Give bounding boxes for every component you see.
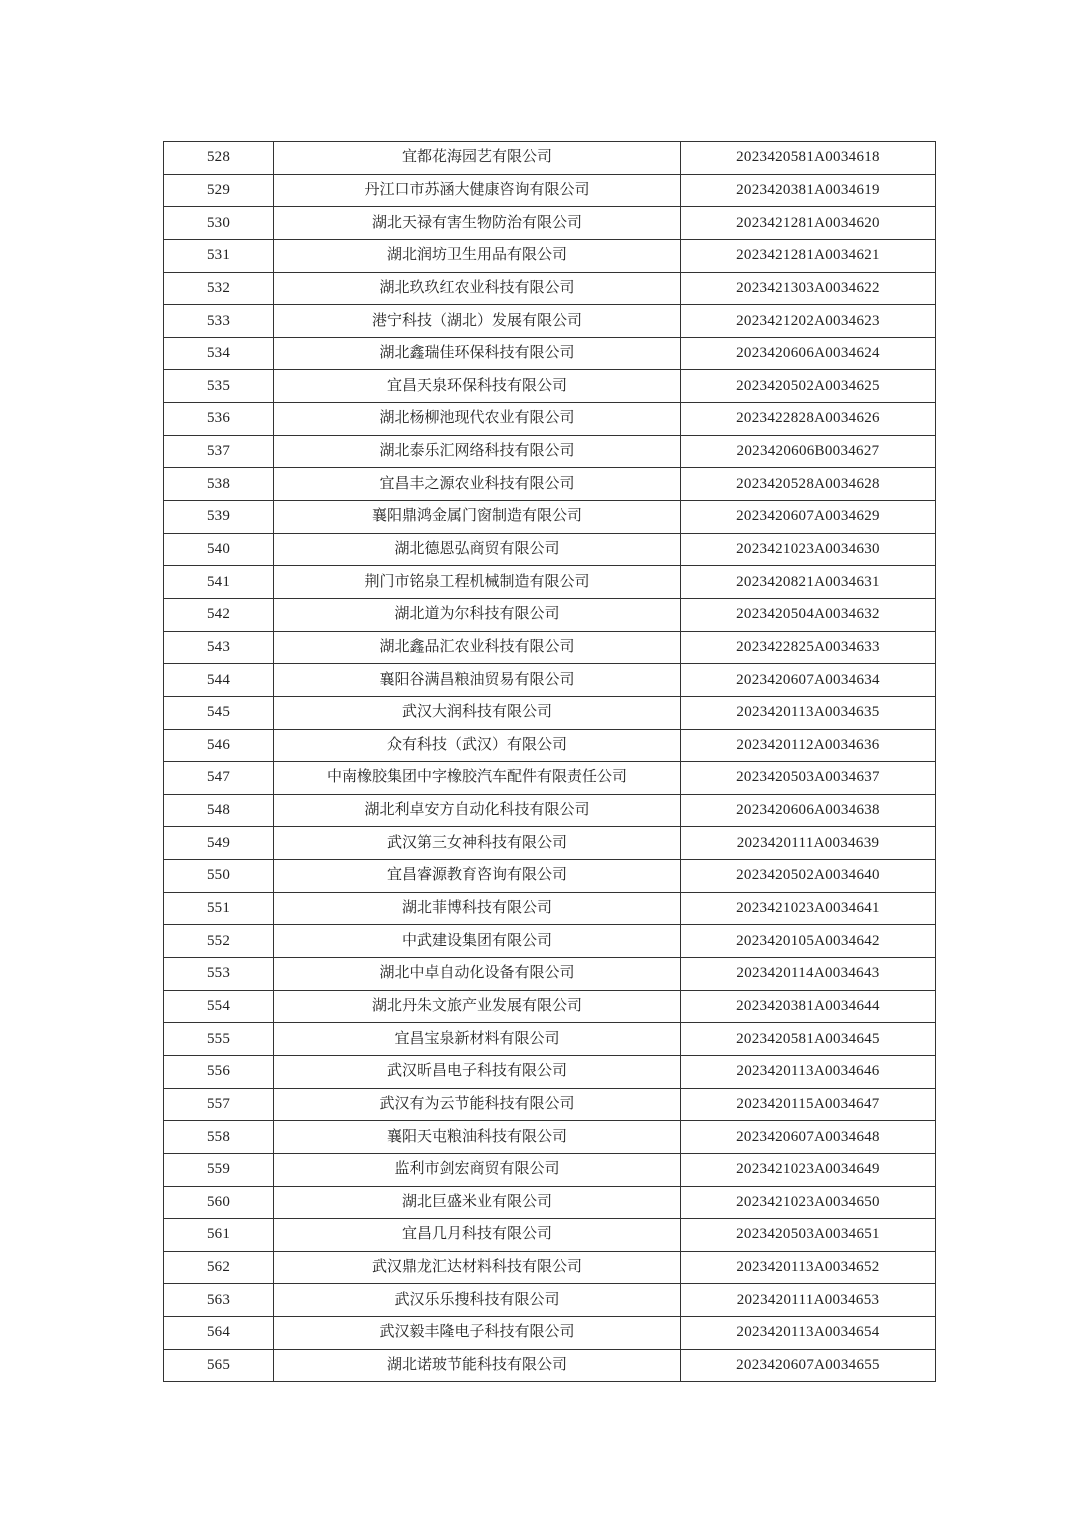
registration-code-cell: 2023420113A0034635: [681, 696, 936, 729]
registration-code-cell: 2023420113A0034652: [681, 1251, 936, 1284]
row-number-cell: 545: [164, 696, 274, 729]
company-name-cell: 武汉乐乐搜科技有限公司: [274, 1284, 681, 1317]
company-name-cell: 荆门市铭泉工程机械制造有限公司: [274, 566, 681, 599]
table-row: [164, 305, 936, 338]
registration-code-cell: 2023422825A0034633: [681, 631, 936, 664]
registration-code-cell: 2023421281A0034620: [681, 207, 936, 240]
table-row: [164, 566, 936, 599]
table-row: [164, 631, 936, 664]
table-row: [164, 533, 936, 566]
table-row: [164, 925, 936, 958]
row-number-cell: 537: [164, 435, 274, 468]
row-number-cell: 544: [164, 664, 274, 697]
row-number-cell: 532: [164, 272, 274, 305]
row-number-cell: 550: [164, 860, 274, 893]
row-number-cell: 542: [164, 598, 274, 631]
table-row: [164, 501, 936, 534]
registration-code-cell: 2023420606A0034638: [681, 794, 936, 827]
registration-code-cell: 2023421202A0034623: [681, 305, 936, 338]
table-row: [164, 958, 936, 991]
company-name-cell: 宜昌天泉环保科技有限公司: [274, 370, 681, 403]
company-name-cell: 襄阳天屯粮油科技有限公司: [274, 1121, 681, 1154]
company-name-cell: 中南橡胶集团中字橡胶汽车配件有限责任公司: [274, 762, 681, 795]
registration-code-cell: 2023420503A0034637: [681, 762, 936, 795]
row-number-cell: 553: [164, 958, 274, 991]
registration-code-cell: 2023420105A0034642: [681, 925, 936, 958]
row-number-cell: 565: [164, 1349, 274, 1382]
registration-code-cell: 2023420113A0034646: [681, 1055, 936, 1088]
registration-code-cell: 2023420607A0034634: [681, 664, 936, 697]
table-row: [164, 729, 936, 762]
row-number-cell: 546: [164, 729, 274, 762]
row-number-cell: 538: [164, 468, 274, 501]
table-row: [164, 762, 936, 795]
row-number-cell: 536: [164, 403, 274, 436]
table-row: [164, 403, 936, 436]
table-row: [164, 435, 936, 468]
registration-code-cell: 2023420607A0034648: [681, 1121, 936, 1154]
company-name-cell: 湖北巨盛米业有限公司: [274, 1186, 681, 1219]
registration-code-cell: 2023421023A0034649: [681, 1153, 936, 1186]
table-row: [164, 337, 936, 370]
registration-code-cell: 2023420114A0034643: [681, 958, 936, 991]
registration-code-cell: 2023421023A0034650: [681, 1186, 936, 1219]
row-number-cell: 540: [164, 533, 274, 566]
registration-code-cell: 2023420821A0034631: [681, 566, 936, 599]
company-name-cell: 宜昌几月科技有限公司: [274, 1219, 681, 1252]
row-number-cell: 534: [164, 337, 274, 370]
table-row: [164, 892, 936, 925]
registration-code-cell: 2023420581A0034618: [681, 142, 936, 175]
registration-code-cell: 2023420115A0034647: [681, 1088, 936, 1121]
company-name-cell: 武汉鼎龙汇达材料科技有限公司: [274, 1251, 681, 1284]
row-number-cell: 528: [164, 142, 274, 175]
table-row: [164, 598, 936, 631]
registration-code-cell: 2023421023A0034641: [681, 892, 936, 925]
row-number-cell: 556: [164, 1055, 274, 1088]
company-name-cell: 武汉昕昌电子科技有限公司: [274, 1055, 681, 1088]
table-row: [164, 468, 936, 501]
registration-code-cell: 2023421303A0034622: [681, 272, 936, 305]
company-name-cell: 湖北杨柳池现代农业有限公司: [274, 403, 681, 436]
company-registration-table: [163, 141, 936, 1382]
company-name-cell: 宜昌宝泉新材料有限公司: [274, 1023, 681, 1056]
company-name-cell: 湖北利卓安方自动化科技有限公司: [274, 794, 681, 827]
table-row: [164, 827, 936, 860]
company-name-cell: 宜都花海园艺有限公司: [274, 142, 681, 175]
company-name-cell: 襄阳谷满昌粮油贸易有限公司: [274, 664, 681, 697]
registration-code-cell: 2023420113A0034654: [681, 1317, 936, 1350]
registration-code-cell: 2023420503A0034651: [681, 1219, 936, 1252]
row-number-cell: 535: [164, 370, 274, 403]
row-number-cell: 561: [164, 1219, 274, 1252]
company-name-cell: 湖北鑫品汇农业科技有限公司: [274, 631, 681, 664]
registration-code-cell: 2023420581A0034645: [681, 1023, 936, 1056]
company-name-cell: 湖北玖玖红农业科技有限公司: [274, 272, 681, 305]
table-row: [164, 1219, 936, 1252]
table-row: [164, 1186, 936, 1219]
table-row: [164, 1349, 936, 1382]
table-row: [164, 1121, 936, 1154]
row-number-cell: 533: [164, 305, 274, 338]
table-row: [164, 239, 936, 272]
row-number-cell: 530: [164, 207, 274, 240]
company-name-cell: 湖北天禄有害生物防治有限公司: [274, 207, 681, 240]
row-number-cell: 562: [164, 1251, 274, 1284]
company-name-cell: 武汉毅丰隆电子科技有限公司: [274, 1317, 681, 1350]
row-number-cell: 554: [164, 990, 274, 1023]
table-row: [164, 1317, 936, 1350]
table-row: [164, 1088, 936, 1121]
company-name-cell: 湖北泰乐汇网络科技有限公司: [274, 435, 681, 468]
company-name-cell: 众有科技（武汉）有限公司: [274, 729, 681, 762]
company-name-cell: 宜昌丰之源农业科技有限公司: [274, 468, 681, 501]
row-number-cell: 564: [164, 1317, 274, 1350]
company-name-cell: 中武建设集团有限公司: [274, 925, 681, 958]
row-number-cell: 548: [164, 794, 274, 827]
registration-code-cell: 2023420112A0034636: [681, 729, 936, 762]
registration-code-cell: 2023420606B0034627: [681, 435, 936, 468]
row-number-cell: 555: [164, 1023, 274, 1056]
row-number-cell: 552: [164, 925, 274, 958]
row-number-cell: 549: [164, 827, 274, 860]
table-row: [164, 1251, 936, 1284]
company-name-cell: 湖北德恩弘商贸有限公司: [274, 533, 681, 566]
registration-code-cell: 2023421281A0034621: [681, 239, 936, 272]
registration-code-cell: 2023421023A0034630: [681, 533, 936, 566]
table-row: [164, 1284, 936, 1317]
row-number-cell: 560: [164, 1186, 274, 1219]
registration-code-cell: 2023420607A0034655: [681, 1349, 936, 1382]
row-number-cell: 558: [164, 1121, 274, 1154]
table-row: [164, 1023, 936, 1056]
row-number-cell: 563: [164, 1284, 274, 1317]
company-name-cell: 丹江口市苏涵大健康咨询有限公司: [274, 174, 681, 207]
company-name-cell: 港宁科技（湖北）发展有限公司: [274, 305, 681, 338]
company-name-cell: 湖北菲博科技有限公司: [274, 892, 681, 925]
registration-code-cell: 2023420381A0034644: [681, 990, 936, 1023]
table-row: [164, 370, 936, 403]
company-name-cell: 湖北润坊卫生用品有限公司: [274, 239, 681, 272]
table-row: [164, 1153, 936, 1186]
company-name-cell: 武汉第三女神科技有限公司: [274, 827, 681, 860]
table-row: [164, 860, 936, 893]
registration-code-cell: 2023420528A0034628: [681, 468, 936, 501]
registration-code-cell: 2023420111A0034653: [681, 1284, 936, 1317]
company-name-cell: 宜昌睿源教育咨询有限公司: [274, 860, 681, 893]
company-name-cell: 湖北道为尔科技有限公司: [274, 598, 681, 631]
registration-code-cell: 2023420381A0034619: [681, 174, 936, 207]
table-row: [164, 174, 936, 207]
table-row: [164, 1055, 936, 1088]
table-row: [164, 272, 936, 305]
company-name-cell: 武汉有为云节能科技有限公司: [274, 1088, 681, 1121]
row-number-cell: 547: [164, 762, 274, 795]
table-body: [164, 142, 936, 1382]
registration-code-cell: 2023420111A0034639: [681, 827, 936, 860]
registration-code-cell: 2023420502A0034625: [681, 370, 936, 403]
company-name-cell: 襄阳鼎鸿金属门窗制造有限公司: [274, 501, 681, 534]
company-name-cell: 湖北中卓自动化设备有限公司: [274, 958, 681, 991]
row-number-cell: 531: [164, 239, 274, 272]
table-row: [164, 794, 936, 827]
registration-code-cell: 2023420502A0034640: [681, 860, 936, 893]
table-row: [164, 207, 936, 240]
row-number-cell: 551: [164, 892, 274, 925]
row-number-cell: 557: [164, 1088, 274, 1121]
table-row: [164, 696, 936, 729]
row-number-cell: 543: [164, 631, 274, 664]
company-name-cell: 湖北丹朱文旅产业发展有限公司: [274, 990, 681, 1023]
company-name-cell: 湖北鑫瑞佳环保科技有限公司: [274, 337, 681, 370]
company-name-cell: 武汉大润科技有限公司: [274, 696, 681, 729]
row-number-cell: 541: [164, 566, 274, 599]
registration-code-cell: 2023422828A0034626: [681, 403, 936, 436]
registration-code-cell: 2023420606A0034624: [681, 337, 936, 370]
table-row: [164, 990, 936, 1023]
registration-code-cell: 2023420607A0034629: [681, 501, 936, 534]
company-name-cell: 监利市剑宏商贸有限公司: [274, 1153, 681, 1186]
table-row: [164, 142, 936, 175]
row-number-cell: 539: [164, 501, 274, 534]
company-name-cell: 湖北诺玻节能科技有限公司: [274, 1349, 681, 1382]
registration-code-cell: 2023420504A0034632: [681, 598, 936, 631]
table-row: [164, 664, 936, 697]
row-number-cell: 559: [164, 1153, 274, 1186]
row-number-cell: 529: [164, 174, 274, 207]
